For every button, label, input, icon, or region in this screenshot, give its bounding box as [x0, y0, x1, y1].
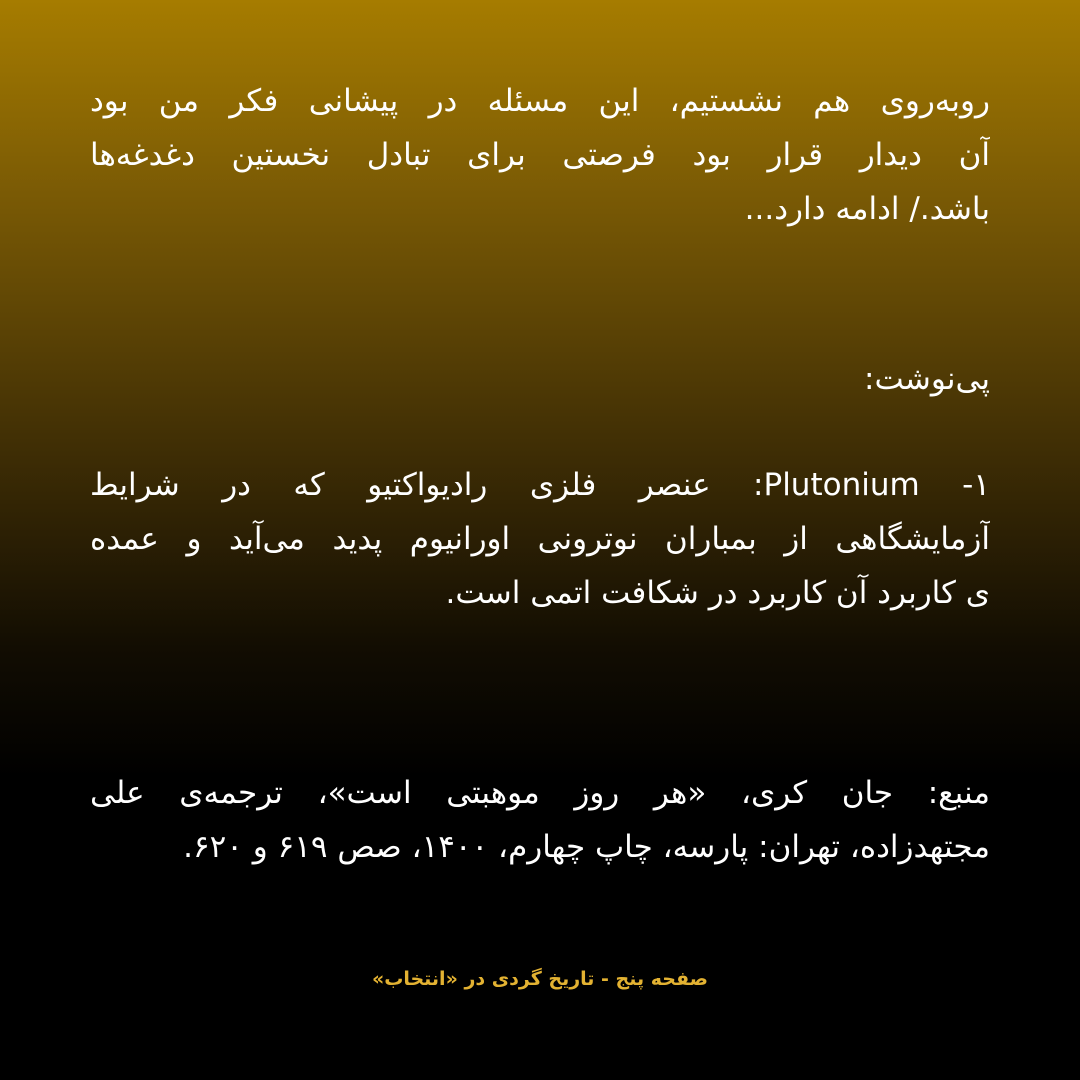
text-line: آزمایشگاهی از بمباران نوترونی اورانیوم پدید می‌آید و عمده	[90, 521, 990, 557]
footnote-heading: پی‌نوشت:	[864, 361, 990, 397]
text-line: مجتهدزاده، تهران: پارسه، چاپ چهارم، ۱۴۰۰، صص ۶۱۹ و ۶۲۰.	[183, 829, 990, 865]
text-line: ۱- Plutonium: عنصر فلزی رادیواکتیو که در شرایط	[90, 467, 990, 503]
text-line: آن دیدار قرار بود فرصتی برای تبادل نخستین دغدغه‌ها	[90, 137, 990, 173]
footnote-heading-block	[90, 352, 990, 406]
text-line: روبه‌روی هم نشستیم، این مسئله در پیشانی فکر من بود	[90, 83, 990, 119]
text-line: باشد./ ادامه دارد...	[744, 191, 990, 227]
text-line: منبع: جان کری، «هر روز موهبتی است»، ترجمه‌ی علی	[90, 775, 990, 811]
source-paragraph	[90, 766, 990, 874]
page-footer: صفحه پنج - تاریخ گردی در «انتخاب»	[371, 968, 709, 990]
intro-paragraph	[90, 74, 990, 236]
footnote-paragraph	[90, 458, 990, 620]
text-line: ی کاربرد آن کاربرد در شکافت اتمی است.	[445, 575, 990, 611]
